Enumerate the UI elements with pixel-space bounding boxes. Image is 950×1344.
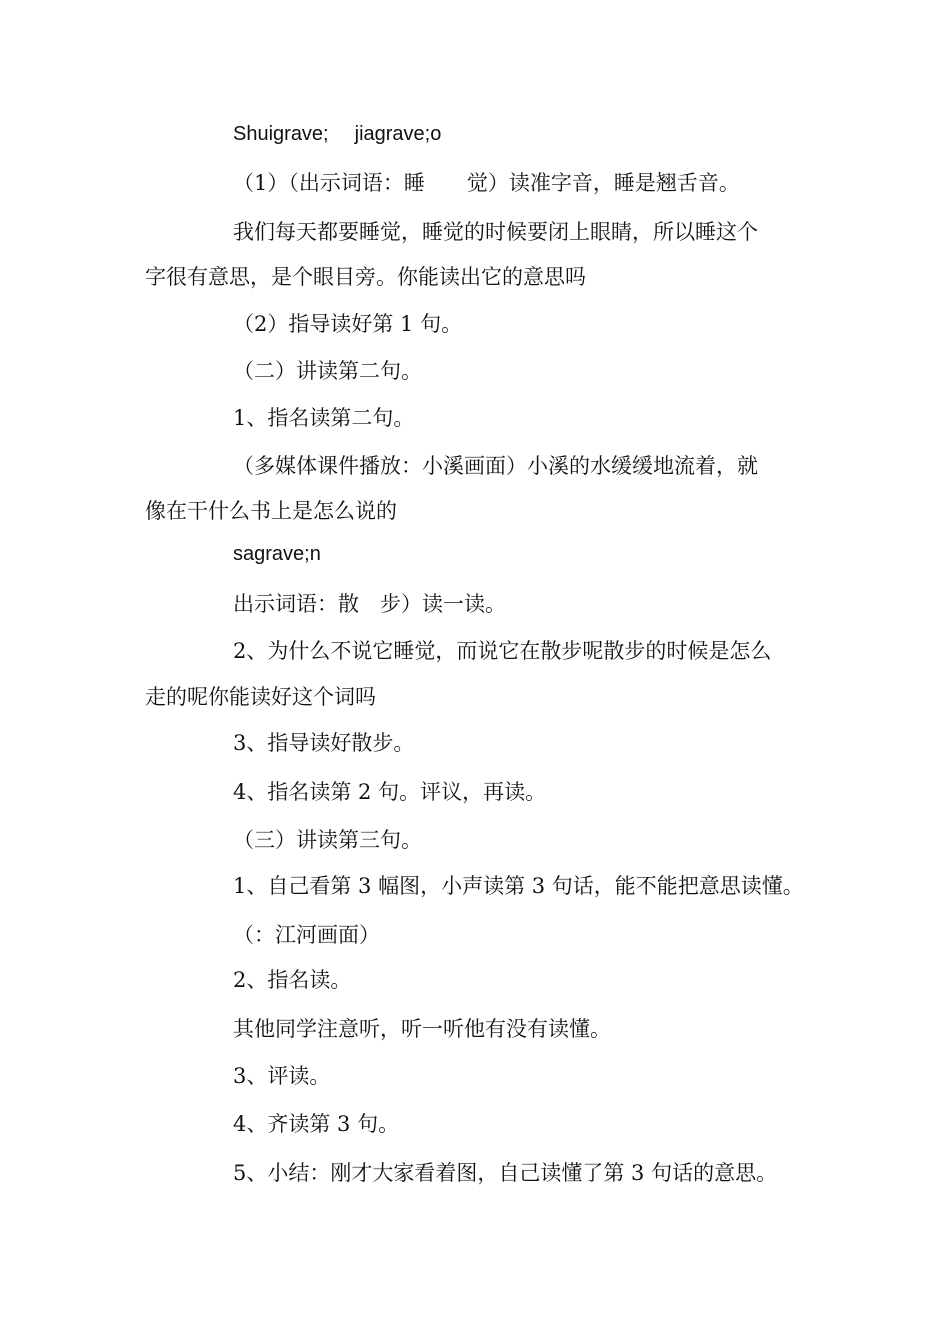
paragraph-10: 4、指名读第 2 句。评议，再读。 (233, 780, 547, 804)
paragraph-16: 3、评读。 (233, 1064, 331, 1088)
paragraph-12: 1、自己看第 3 幅图，小声读第 3 句话，能不能把意思读懂。 (233, 874, 804, 898)
paragraph-18: 5、小结：刚才大家看着图，自己读懂了第 3 句话的意思。 (233, 1161, 778, 1185)
paragraph-1: （1）（出示词语：睡 觉）读准字音，睡是翘舌音。 (233, 171, 740, 195)
paragraph-6-line-2: 像在干什么书上是怎么说的 (145, 499, 397, 523)
paragraph-6-line-1: （多媒体课件播放：小溪画面）小溪的水缓缓地流着，就 (233, 454, 758, 478)
paragraph-2-line-1: 我们每天都要睡觉，睡觉的时候要闭上眼睛，所以睡这个 (233, 220, 758, 244)
paragraph-8-line-2: 走的呢你能读好这个词吗 (145, 685, 376, 709)
paragraph-9: 3、指导读好散步。 (233, 731, 415, 755)
pinyin-line-shuijiao (233, 120, 823, 148)
paragraph-15: 其他同学注意听，听一听他有没有读懂。 (233, 1017, 611, 1041)
pinyin-line-san: sagrave;n (233, 543, 321, 565)
paragraph-2-line-2: 字很有意思，是个眼目旁。你能读出它的意思吗 (145, 265, 586, 289)
pinyin-jiao: jiagrave;o (354, 123, 442, 145)
paragraph-5: 1、指名读第二句。 (233, 406, 415, 430)
paragraph-3: （2）指导读好第 1 句。 (233, 312, 463, 336)
section-heading-2: （二）讲读第二句。 (233, 359, 422, 383)
paragraph-13: （：江河画面） (233, 923, 380, 947)
paragraph-17: 4、齐读第 3 句。 (233, 1112, 400, 1136)
paragraph-14: 2、指名读。 (233, 968, 352, 992)
paragraph-7: 出示词语：散 步）读一读。 (233, 592, 506, 616)
paragraph-8-line-1: 2、为什么不说它睡觉，而说它在散步呢散步的时候是怎么 (233, 639, 772, 663)
section-heading-3: （三）讲读第三句。 (233, 828, 422, 852)
pinyin-shui: Shuigrave; (233, 123, 329, 145)
